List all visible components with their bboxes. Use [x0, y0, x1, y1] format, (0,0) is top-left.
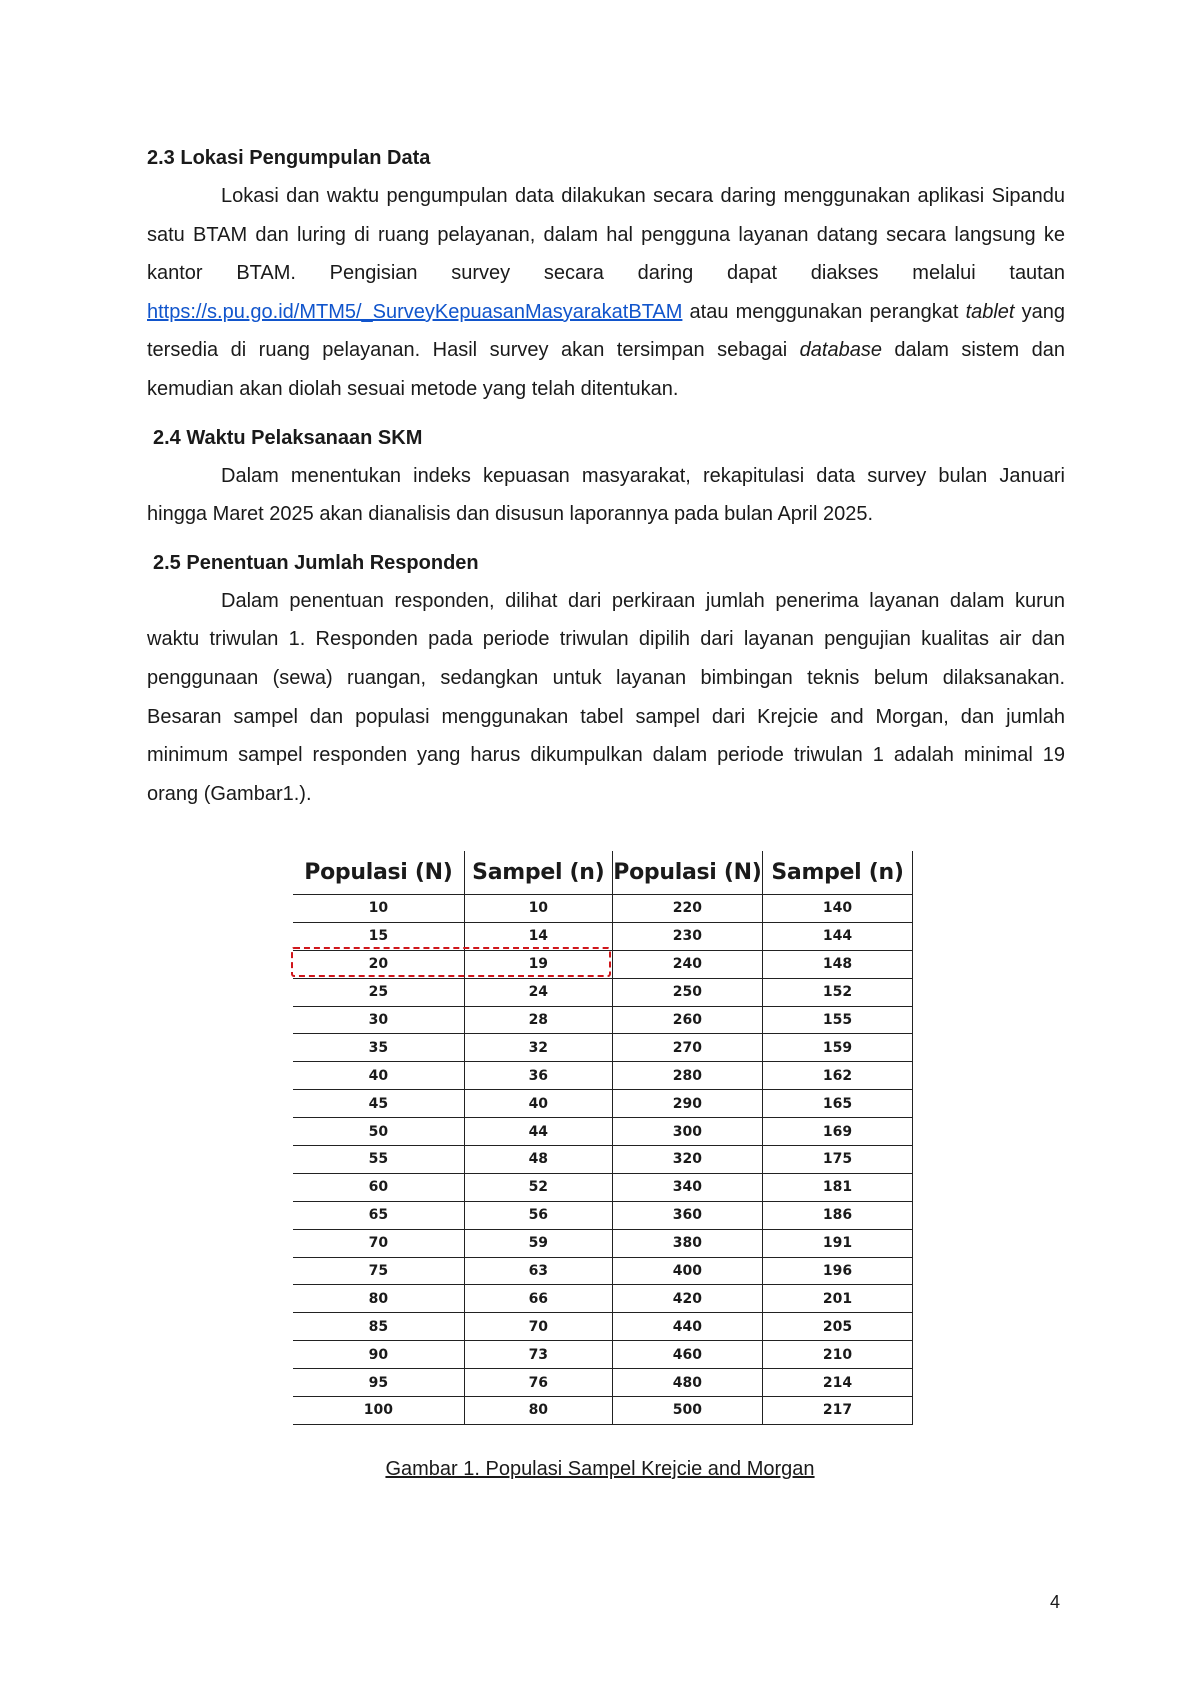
sampel-cell: 181 — [763, 1173, 913, 1201]
populasi-cell: 250 — [612, 978, 762, 1006]
sampel-cell: 140 — [763, 895, 913, 923]
populasi-cell: 290 — [612, 1090, 762, 1118]
sampel-cell: 56 — [464, 1201, 612, 1229]
table-row — [293, 1285, 913, 1313]
sampel-cell: 186 — [763, 1201, 913, 1229]
populasi-cell: 320 — [612, 1146, 762, 1174]
sampel-cell: 210 — [763, 1341, 913, 1369]
populasi-cell: 260 — [612, 1006, 762, 1034]
table-row — [293, 1313, 913, 1341]
sampel-cell: 159 — [763, 1034, 913, 1062]
sampel-cell: 59 — [464, 1229, 612, 1257]
populasi-cell: 240 — [612, 950, 762, 978]
table-row — [293, 978, 913, 1006]
populasi-cell: 10 — [293, 895, 464, 923]
table-row — [293, 1257, 913, 1285]
section-heading: 2.5 Penentuan Jumlah Responden — [153, 551, 479, 574]
populasi-cell: 280 — [612, 1062, 762, 1090]
populasi-cell: 55 — [293, 1146, 464, 1174]
sampel-cell: 24 — [464, 978, 612, 1006]
table-header-row — [293, 851, 913, 895]
populasi-cell: 60 — [293, 1173, 464, 1201]
populasi-cell: 75 — [293, 1257, 464, 1285]
body-text: atau menggunakan perangkat — [682, 300, 966, 323]
sampel-cell: 217 — [763, 1397, 913, 1425]
header-populasi: Populasi (N) — [293, 851, 464, 895]
populasi-cell: 400 — [612, 1257, 762, 1285]
sampel-cell: 214 — [763, 1369, 913, 1397]
populasi-cell: 440 — [612, 1313, 762, 1341]
sampel-cell: 19 — [464, 950, 612, 978]
sampel-cell: 205 — [763, 1313, 913, 1341]
sampel-cell: 36 — [464, 1062, 612, 1090]
sampel-cell: 40 — [464, 1090, 612, 1118]
sampel-cell: 144 — [763, 922, 913, 950]
sampel-cell: 44 — [464, 1118, 612, 1146]
populasi-cell: 100 — [293, 1397, 464, 1425]
populasi-cell: 230 — [612, 922, 762, 950]
populasi-cell: 25 — [293, 978, 464, 1006]
populasi-cell: 500 — [612, 1397, 762, 1425]
survey-link[interactable]: https://s.pu.go.id/MTM5/_SurveyKepuasanMasyarakatBTAM — [147, 300, 683, 323]
populasi-cell: 380 — [612, 1229, 762, 1257]
populasi-cell: 340 — [612, 1173, 762, 1201]
populasi-cell: 95 — [293, 1369, 464, 1397]
populasi-cell: 360 — [612, 1201, 762, 1229]
sampel-cell: 201 — [763, 1285, 913, 1313]
populasi-cell: 15 — [293, 922, 464, 950]
sampel-cell: 76 — [464, 1369, 612, 1397]
sampel-cell: 165 — [763, 1090, 913, 1118]
table-row — [293, 1090, 913, 1118]
sampel-cell: 152 — [763, 978, 913, 1006]
header-sampel: Sampel (n) — [763, 851, 913, 895]
sampel-cell: 175 — [763, 1146, 913, 1174]
table-row — [293, 895, 913, 923]
body-text: yang tersedia di ruang pelayanan. Hasil survey akan tersimpan sebagai — [147, 300, 1065, 362]
sampel-cell: 80 — [464, 1397, 612, 1425]
populasi-cell: 420 — [612, 1285, 762, 1313]
section-heading: 2.4 Waktu Pelaksanaan SKM — [153, 426, 423, 449]
populasi-cell: 35 — [293, 1034, 464, 1062]
populasi-cell: 90 — [293, 1341, 464, 1369]
table-row — [293, 1006, 913, 1034]
table-row — [293, 1369, 913, 1397]
section-lokasi — [147, 143, 1065, 409]
sampel-cell: 169 — [763, 1118, 913, 1146]
sample-size-table — [293, 851, 913, 1425]
populasi-cell: 30 — [293, 1006, 464, 1034]
populasi-cell: 40 — [293, 1062, 464, 1090]
table-row — [293, 1229, 913, 1257]
sampel-cell: 162 — [763, 1062, 913, 1090]
sampel-cell: 155 — [763, 1006, 913, 1034]
populasi-cell: 220 — [612, 895, 762, 923]
table-row — [293, 1034, 913, 1062]
italic-term: tablet — [965, 300, 1015, 323]
sampel-cell: 28 — [464, 1006, 612, 1034]
sampel-cell: 63 — [464, 1257, 612, 1285]
table-row — [293, 1397, 913, 1425]
figure-caption: Gambar 1. Populasi Sampel Krejcie and Morgan — [385, 1458, 815, 1480]
sampel-cell: 73 — [464, 1341, 612, 1369]
sampel-cell: 14 — [464, 922, 612, 950]
sampel-cell: 32 — [464, 1034, 612, 1062]
table-row — [293, 922, 913, 950]
section-body — [147, 177, 1065, 409]
sampel-cell: 48 — [464, 1146, 612, 1174]
populasi-cell: 300 — [612, 1118, 762, 1146]
header-populasi: Populasi (N) — [612, 851, 762, 895]
table-row — [293, 1341, 913, 1369]
table-row — [293, 1146, 913, 1174]
section-body: Dalam menentukan indeks kepuasan masyarakat, rekapitulasi data survey bulan Januari hingga Maret 2025 akan dianalisis dan disusun laporannya pada bulan April 2025. — [147, 464, 1065, 526]
table-row — [293, 1118, 913, 1146]
sampel-cell: 70 — [464, 1313, 612, 1341]
sampel-cell: 66 — [464, 1285, 612, 1313]
header-sampel: Sampel (n) — [464, 851, 612, 895]
section-body: Dalam penentuan responden, dilihat dari perkiraan jumlah penerima layanan dalam kurun waktu triwulan 1. Responden pada periode triwulan dipilih dari layanan pengujian kualitas air dan penggunaan (sewa) ruangan, sedangkan untuk layanan bimbingan teknis belum dilaksanakan. Besaran sampel dan populasi menggunakan tabel sampel dari Krejcie and Morgan, dan jumlah minimum sampel responden yang harus dikumpulkan dalam periode triwulan 1 adalah minimal 19 orang (Gambar1.). — [147, 589, 1065, 805]
populasi-cell: 85 — [293, 1313, 464, 1341]
populasi-cell: 270 — [612, 1034, 762, 1062]
krejcie-morgan-table-figure — [293, 851, 913, 1425]
populasi-cell: 20 — [293, 950, 464, 978]
sampel-cell: 52 — [464, 1173, 612, 1201]
page-number: 4 — [1050, 1592, 1061, 1612]
populasi-cell: 65 — [293, 1201, 464, 1229]
document-content — [147, 143, 1065, 827]
section-waktu — [147, 423, 1065, 534]
table-row — [293, 1062, 913, 1090]
populasi-cell: 80 — [293, 1285, 464, 1313]
populasi-cell: 480 — [612, 1369, 762, 1397]
populasi-cell: 70 — [293, 1229, 464, 1257]
table-row — [293, 1173, 913, 1201]
section-heading: 2.3 Lokasi Pengumpulan Data — [147, 147, 431, 169]
body-text: dalam sistem dan kemudian akan diolah sesuai metode yang telah ditentukan. — [147, 339, 1065, 400]
sampel-cell: 148 — [763, 950, 913, 978]
table-row — [293, 1201, 913, 1229]
italic-term: database — [799, 339, 882, 362]
body-text: Lokasi dan waktu pengumpulan data dilakukan secara daring menggunakan aplikasi Sipandu satu BTAM dan luring di ruang pelayanan, dalam hal pengguna layanan datang secara langsung ke kantor BTAM. Pengisian survey secara daring dapat diakses melalui tautan — [147, 185, 1065, 285]
sampel-cell: 196 — [763, 1257, 913, 1285]
sampel-cell: 10 — [464, 895, 612, 923]
populasi-cell: 45 — [293, 1090, 464, 1118]
populasi-cell: 50 — [293, 1118, 464, 1146]
table-row — [293, 950, 913, 978]
populasi-cell: 460 — [612, 1341, 762, 1369]
sampel-cell: 191 — [763, 1229, 913, 1257]
section-responden — [147, 548, 1065, 814]
